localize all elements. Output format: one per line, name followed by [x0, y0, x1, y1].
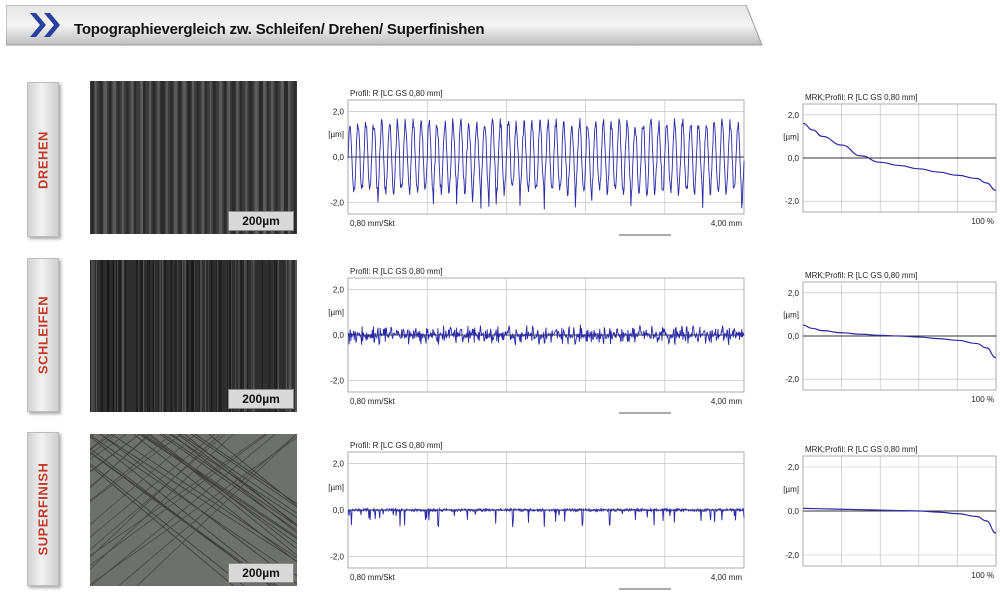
y-tick-label: 0,0 [333, 153, 345, 162]
page-title: Topographievergleich zw. Schleifen/ Drehen/ Superfinishen [74, 21, 484, 38]
y-axis-unit: [µm] [328, 130, 344, 139]
y-axis-unit: [µm] [783, 132, 799, 141]
y-tick-label: 2,0 [333, 460, 345, 469]
grind-line [120, 260, 121, 412]
groove-line [103, 81, 107, 234]
groove-line [91, 81, 94, 234]
y-tick-label: 2,0 [788, 289, 800, 298]
side-tab-schleifen [27, 258, 59, 412]
side-label: SUPERFINISH [36, 463, 51, 556]
groove-line [192, 81, 194, 234]
y-tick-label: -2,0 [330, 552, 344, 561]
chart-title: Profil: R [LC GS 0,80 mm] [350, 441, 442, 450]
x-scale-label: 0,80 mm/Skt [350, 397, 396, 406]
y-tick-label: -2,0 [785, 375, 799, 384]
grind-line [185, 260, 186, 412]
grind-line [208, 260, 209, 412]
grind-line [123, 260, 124, 412]
groove-line [95, 81, 97, 234]
groove-line [166, 81, 168, 234]
grind-line [219, 260, 220, 412]
grind-line [147, 260, 148, 412]
grind-line [182, 260, 183, 412]
grind-line [143, 260, 144, 412]
groove-line [179, 81, 181, 234]
groove-line [134, 81, 136, 234]
profile-chart-superfinish [320, 434, 760, 596]
groove-line [202, 81, 205, 234]
groove-line [161, 81, 165, 234]
x-axis-end-label: 100 % [971, 217, 994, 226]
groove-line [210, 81, 212, 234]
grind-line [102, 260, 103, 412]
grind-line [164, 260, 165, 412]
y-tick-label: 2,0 [333, 285, 345, 294]
groove-line [149, 81, 151, 234]
row-schleifen [0, 256, 1000, 431]
grind-line [295, 260, 296, 412]
y-tick-label: 2,0 [788, 111, 800, 120]
grind-line [158, 260, 159, 412]
x-axis-end-label: 4,00 mm [711, 397, 742, 406]
chart-title: MRK;Profil: R [LC GS 0,80 mm] [805, 445, 917, 454]
grind-line [91, 260, 92, 412]
groove-line [113, 81, 116, 234]
mrk-chart-schleifen [775, 260, 1000, 420]
grind-line [116, 260, 117, 412]
groove-line [187, 81, 191, 234]
chart-title: Profil: R [LC GS 0,80 mm] [350, 89, 442, 98]
grind-line [93, 260, 94, 412]
micrograph-schleifen [90, 260, 297, 412]
y-axis-unit: [µm] [783, 485, 799, 494]
side-label: DREHEN [36, 131, 51, 189]
mrk-chart-drehen [775, 82, 1000, 242]
grind-line [136, 260, 137, 412]
groove-line [174, 81, 177, 234]
grind-line [142, 260, 143, 412]
y-axis-unit: [µm] [783, 310, 799, 319]
y-tick-label: -2,0 [330, 199, 344, 208]
micrograph-drehen [90, 81, 297, 234]
groove-line [170, 81, 172, 234]
y-tick-label: -2,0 [330, 377, 344, 386]
groove-line [197, 81, 200, 234]
groove-line [109, 81, 112, 234]
grind-line [296, 260, 297, 412]
groove-line [131, 81, 134, 234]
grind-line [199, 260, 200, 412]
y-tick-label: 0,0 [788, 154, 800, 163]
y-tick-label: -2,0 [785, 197, 799, 206]
row-drehen [0, 76, 1000, 251]
grind-line [175, 260, 176, 412]
profile-chart-schleifen [320, 260, 760, 420]
grind-line [171, 260, 172, 412]
y-tick-label: 0,0 [788, 507, 800, 516]
grind-line [221, 260, 222, 412]
grind-line [137, 260, 138, 412]
mrk-chart-superfinish [775, 434, 1000, 596]
x-axis-end-label: 4,00 mm [711, 573, 742, 582]
micrograph-superfinish [90, 434, 297, 586]
grind-line [186, 260, 187, 412]
side-tab-drehen [27, 82, 59, 237]
grind-line [96, 260, 97, 412]
y-tick-label: 2,0 [788, 463, 800, 472]
x-axis-end-label: 100 % [971, 571, 994, 580]
row-superfinish [0, 430, 1000, 605]
header-banner [6, 5, 764, 47]
y-tick-label: 0,0 [788, 332, 800, 341]
profile-chart-drehen [320, 82, 760, 242]
groove-line [127, 81, 129, 234]
side-tab-superfinish [27, 432, 59, 586]
groove-line [143, 81, 146, 234]
y-tick-label: -2,0 [785, 551, 799, 560]
grind-line [113, 260, 114, 412]
scale-bar: 200µm [228, 211, 294, 231]
chart-title: MRK;Profil: R [LC GS 0,80 mm] [805, 93, 917, 102]
groove-line [224, 81, 226, 234]
grind-line [217, 260, 218, 412]
x-axis-end-label: 100 % [971, 395, 994, 404]
grind-line [216, 260, 217, 412]
grind-line [125, 260, 126, 412]
grind-line [92, 260, 93, 412]
x-scale-label: 0,80 mm/Skt [350, 573, 396, 582]
chart-title: Profil: R [LC GS 0,80 mm] [350, 267, 442, 276]
groove-line [118, 81, 120, 234]
groove-line [122, 81, 124, 234]
groove-line [219, 81, 222, 234]
grind-line [193, 260, 194, 412]
y-tick-label: 2,0 [333, 107, 345, 116]
y-axis-unit: [µm] [328, 308, 344, 317]
groove-line [183, 81, 187, 234]
scale-bar: 200µm [228, 389, 294, 409]
grind-line [205, 260, 206, 412]
grind-line [108, 260, 109, 412]
grind-line [211, 260, 212, 412]
y-tick-label: 0,0 [333, 331, 345, 340]
grind-line [118, 260, 119, 412]
y-tick-label: 0,0 [333, 506, 345, 515]
groove-line [205, 81, 207, 234]
grind-line [162, 260, 163, 412]
scale-bar: 200µm [228, 563, 294, 583]
grind-line [154, 260, 155, 412]
groove-line [157, 81, 159, 234]
grind-line [101, 260, 102, 412]
grind-line [149, 260, 150, 412]
y-axis-unit: [µm] [328, 483, 344, 492]
groove-line [213, 81, 216, 234]
grind-line [159, 260, 160, 412]
side-label: SCHLEIFEN [36, 296, 51, 374]
chart-title: MRK;Profil: R [LC GS 0,80 mm] [805, 271, 917, 280]
grind-line [141, 260, 142, 412]
grind-line [200, 260, 202, 412]
groove-line [152, 81, 155, 234]
x-axis-end-label: 4,00 mm [711, 219, 742, 228]
x-scale-label: 0,80 mm/Skt [350, 219, 396, 228]
groove-line [100, 81, 103, 234]
